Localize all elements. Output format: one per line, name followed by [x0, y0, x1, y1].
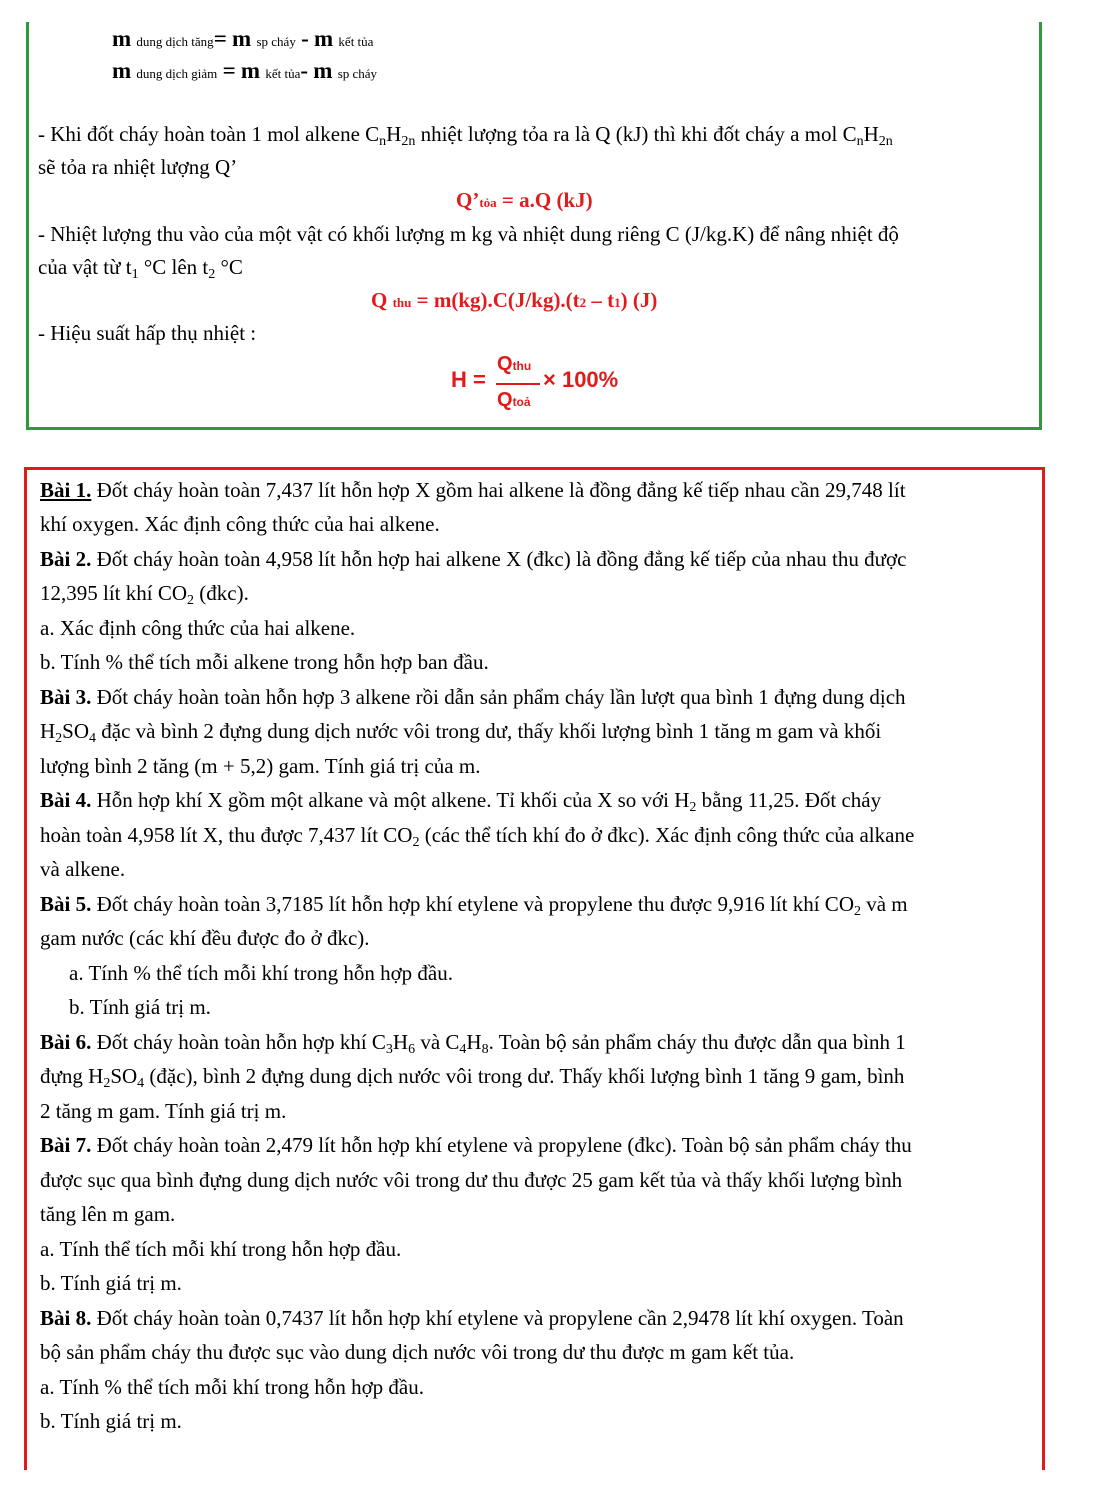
exercise-7-line-3: tăng lên m gam. — [40, 1202, 176, 1226]
exercise-7-part-a: a. Tính thể tích mỗi khí trong hỗn hợp đầu. — [40, 1237, 402, 1261]
exercise-5-line-2: gam nước (các khí đều được đo ở đkc). — [40, 926, 370, 950]
exercise-2-part-a: a. Xác định công thức của hai alkene. — [40, 616, 356, 640]
formula-q-thu: Q thu = m(kg).C(J/kg).(t2 – t1) (J) — [371, 288, 658, 312]
theory-para-heat-release: - Khi đốt cháy hoàn toàn 1 mol alkene CnH2n nhiệt lượng tỏa ra là Q (kJ) thì khi đốt cháy a mol CnH2n — [38, 122, 893, 149]
exercise-8-part-b: b. Tính giá trị m. — [40, 1409, 182, 1433]
exercise-6-line-1: Bài 6. Đốt cháy hoàn toàn hỗn hợp khí C3H6 và C4H8. Toàn bộ sản phẩm cháy thu được dẫn qua bình 1 — [40, 1030, 906, 1057]
fraction-bar — [496, 383, 540, 385]
theory-para-heat-release-cont: sẽ tỏa ra nhiệt lượng Q’ — [38, 155, 238, 179]
exercise-6-line-3: 2 tăng m gam. Tính giá trị m. — [40, 1099, 287, 1123]
formula-q-toa: Q’tỏa = a.Q (kJ) — [456, 188, 593, 212]
exercise-2-line-1: Bài 2. Đốt cháy hoàn toàn 4,958 lít hỗn hợp hai alkene X (đkc) là đồng đẳng kế tiếp của nhau thu được — [40, 547, 907, 571]
exercise-2-line-2: 12,395 lít khí CO2 (đkc). — [40, 581, 249, 608]
exercise-1-line-2: khí oxygen. Xác định công thức của hai alkene. — [40, 512, 440, 536]
theory-para-heat-absorb: - Nhiệt lượng thu vào của một vật có khối lượng m kg và nhiệt dung riêng C (J/kg.K) để nâng nhiệt độ — [38, 222, 899, 246]
efficiency-denominator: Qtoả — [497, 389, 531, 411]
exercise-8-part-a: a. Tính % thể tích mỗi khí trong hỗn hợp đầu. — [40, 1375, 424, 1399]
exercise-3-line-3: lượng bình 2 tăng (m + 5,2) gam. Tính giá trị của m. — [40, 754, 481, 778]
efficiency-numerator: Qthu — [497, 353, 532, 375]
exercise-7-line-2: được sục qua bình đựng dung dịch nước vôi trong dư thu được 25 gam kết tủa và thấy khối lượng bình — [40, 1168, 903, 1192]
exercise-4-line-3: và alkene. — [40, 857, 126, 881]
exercise-2-part-b: b. Tính % thể tích mỗi alkene trong hỗn hợp ban đầu. — [40, 650, 489, 674]
exercise-8-line-1: Bài 8. Đốt cháy hoàn toàn 0,7437 lít hỗn hợp khí etylene và propylene cần 2,9478 lít khí oxygen. Toàn — [40, 1306, 904, 1330]
exercise-6-line-2: đựng H2SO4 (đặc), bình 2 đựng dung dịch nước vôi trong dư. Thấy khối lượng bình 1 tăng 9 gam, bình — [40, 1064, 905, 1091]
exercise-5-part-b: b. Tính giá trị m. — [69, 995, 211, 1019]
exercise-4-line-1: Bài 4. Hỗn hợp khí X gồm một alkane và một alkene. Tỉ khối của X so với H2 bằng 11,25. Đốt cháy — [40, 788, 882, 815]
exercise-4-line-2: hoàn toàn 4,958 lít X, thu được 7,437 lít CO2 (các thể tích khí đo ở đkc). Xác định công thức của alkane — [40, 823, 915, 850]
exercise-box — [24, 467, 1045, 1470]
efficiency-lhs: H = — [451, 367, 486, 392]
efficiency-rhs: × 100% — [543, 367, 619, 392]
exercise-5-part-a: a. Tính % thể tích mỗi khí trong hỗn hợp đầu. — [69, 961, 453, 985]
exercise-5-line-1: Bài 5. Đốt cháy hoàn toàn 3,7185 lít hỗn hợp khí etylene và propylene thu được 9,916 lít khí CO2 và m — [40, 892, 908, 919]
theory-para-heat-absorb-cont: của vật từ t1 °C lên t2 °C — [38, 255, 243, 282]
exercise-1-line-1: Bài 1. Đốt cháy hoàn toàn 7,437 lít hỗn hợp X gồm hai alkene là đồng đẳng kế tiếp nhau cần 29,748 lít — [40, 478, 906, 502]
exercise-7-line-1: Bài 7. Đốt cháy hoàn toàn 2,479 lít hỗn hợp khí etylene và propylene (đkc). Toàn bộ sản phẩm cháy thu — [40, 1133, 912, 1157]
formula-dd-giam: m dung dịch giảm = m kết tủa- m sp cháy — [112, 58, 378, 83]
exercise-3-line-2: H2SO4 đặc và bình 2 đựng dung dịch nước vôi trong dư, thấy khối lượng bình 1 tăng m gam và khối — [40, 719, 882, 746]
theory-para-efficiency: - Hiệu suất hấp thụ nhiệt : — [38, 321, 257, 345]
exercise-7-part-b: b. Tính giá trị m. — [40, 1271, 182, 1295]
exercise-3-line-1: Bài 3. Đốt cháy hoàn toàn hỗn hợp 3 alkene rồi dẫn sản phẩm cháy lần lượt qua bình 1 đựng dung dịch — [40, 685, 906, 709]
formula-dd-tang: m dung dịch tăng= m sp cháy - m kết tủa — [112, 26, 374, 51]
exercise-8-line-2: bộ sản phẩm cháy thu được sục vào dung dịch nước vôi trong dư thu được m gam kết tủa. — [40, 1340, 795, 1364]
